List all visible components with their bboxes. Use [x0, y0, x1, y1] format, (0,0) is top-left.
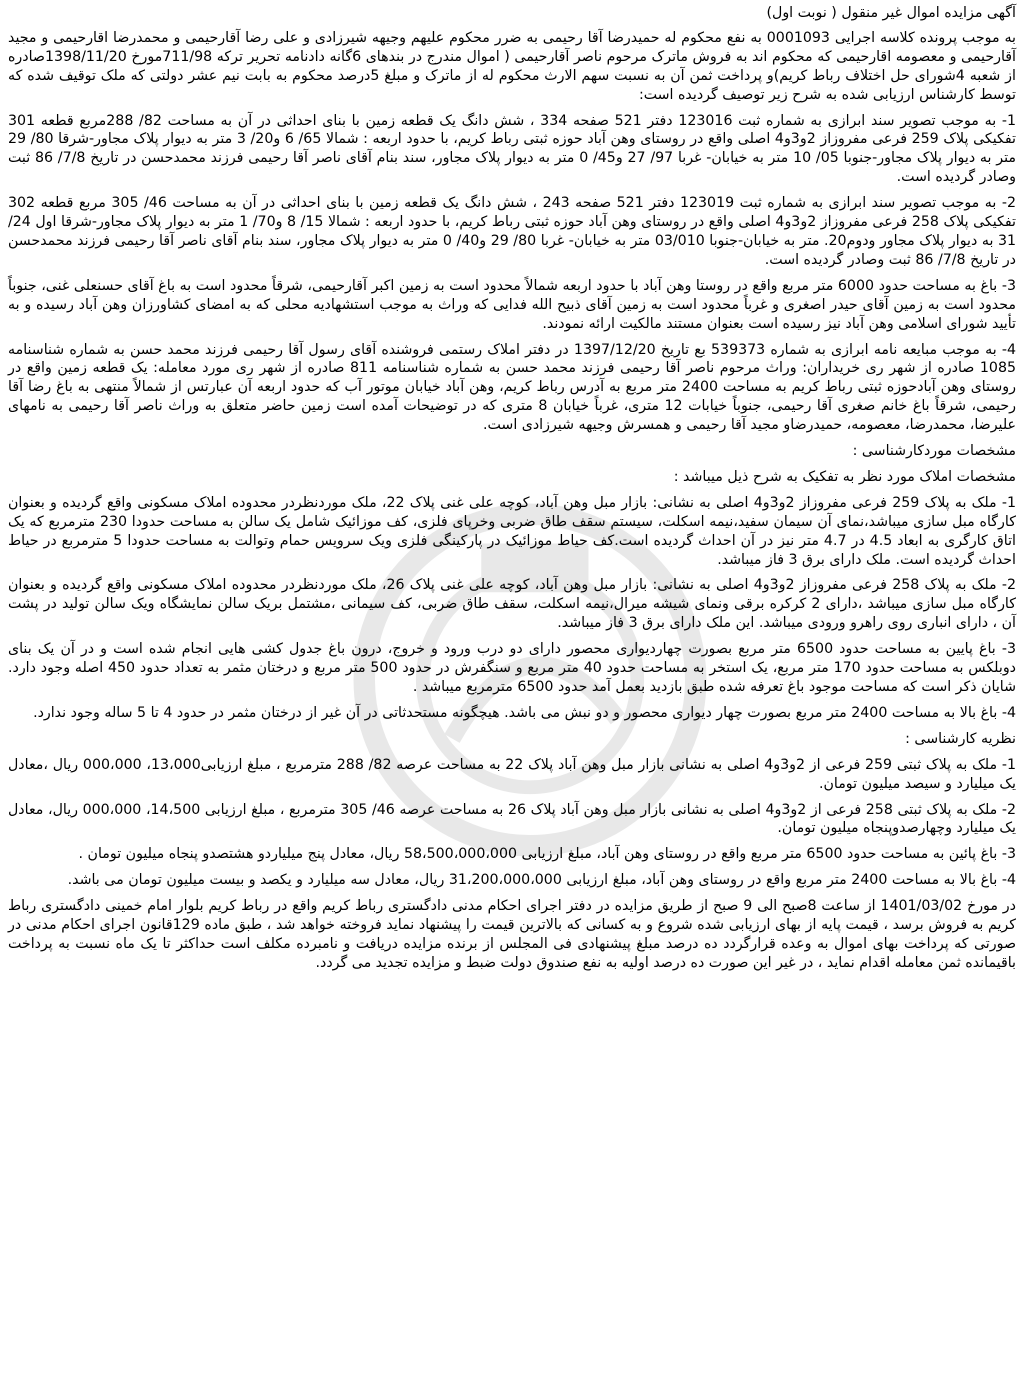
- details-heading: مشخصات املاک مورد نظر به تفکیک به شرح ذیل میباشد :: [673, 468, 1016, 485]
- opinion-heading: نظریه کارشناسی :: [905, 730, 1016, 747]
- opinion-item-3: 3- باغ پائین به مساحت حدود 6500 متر مربع واقع در روستای وهن آباد، مبلغ ارزیابی 58،500،000،000 ریال، معادل پنج میلیاردو هشتصدو پنجاه میلیون تومان .: [78, 846, 1016, 863]
- detail-item-2: 2- ملک به پلاک 258 فرعی مفروزاز 2و3و4 اصلی به نشانی: بازار مبل وهن آباد، کوچه علی غنی پلاک 26، ملک موردنظردر محدوده املاک مسکونی واقع گردیده و بعنوان کارگاه مبل سازی میباشد ،دارای 2 کرکره برقی ونمای شیشه میرال،نیمه اسکلت، سقف طاق ضربی، کف سیمانی ،مشتمل بریک سالن نمایشگاه ویک سالن تولید در پشت آن ، دارای انباری روی راهرو ورودی میباشد. این ملک دارای برق 3 فاز میباشد.: [8, 577, 1016, 632]
- property-item-3: 3- باغ به مساحت حدود 6000 متر مربع واقع در روستا وهن آباد با حدود اربعه شمالاً محدود است به زمین اکبر آقارحیمی، شرقاً محدود است به باغ آقای حسنعلی غنی، جنوباً محدود است به زمین آقای حیدر اصغری و غرباً محدود است به زمین آقای ذبیح الله فدایی که وراث به موجب استشهادیه محلی که به امضای کشاورزان وهن آباد رسیده و به تأیید شورای اسلامی وهن آباد نیز رسیده است بعنوان مستند مالکیت ارائه نمودند.: [8, 277, 1016, 332]
- specs-heading: مشخصات موردکارشناسی :: [852, 443, 1016, 460]
- auction-notice: [8, 4, 1016, 1370]
- detail-item-3: 3- باغ پایین به مساحت حدود 6500 متر مربع بصورت چهاردیواری محصور دارای دو درب ورود و خروج، درون باغ جدول کشی هایی انجام شده است و در آن یک بنای دوبلکس به مساحت حدود 170 متر مربع، یک استخر به مساحت حدود 40 متر مربع و سنگفرش در حدود 500 متر مربع و درختان مثمر به تعداد حدود 450 اصله وجود دارد. شایان ذکر است که مساحت موجود باغ تعرفه شده طبق بازدید بعمل آمد حدود 6500 مترمربع میباشد .: [8, 641, 1016, 695]
- detail-item-4: 4- باغ بالا به مساحت 2400 متر مربع بصورت چهار دیواری محصور و دو نبش می باشد. هیچگونه مستحدثاتی در آن غیر از درختان مثمر در حدود 4 تا 5 ساله وجود ندارد.: [33, 704, 1016, 721]
- opinion-item-2: 2- ملک به پلاک ثبتی 258 فرعی از 2و3و4 اصلی به نشانی بازار مبل وهن آباد پلاک 26 به مساحت عرصه 46/ 305 مترمربع ، مبلغ ارزیابی 14،500، 000،000 ریال، معادل یک میلیارد وچهارصدوپنجاه میلیون تومان.: [8, 801, 1016, 837]
- detail-item-1: 1- ملک به پلاک 259 فرعی مفروزاز 2و3و4 اصلی به نشانی: بازار مبل وهن آباد، کوچه علی غنی پلاک 22، ملک موردنظردر محدوده املاک مسکونی واقع گردیده و بعنوان کارگاه مبل سازی میباشد،نمای آن سیمان سفید،نیمه اسکلت، سیستم سقف طاق ضربی وخرپای فلزی، کف موزائیک شامل یک سالن به مساحت حدودا 230 مترمربع که یک اتاق کارگری به ابعاد 4.5 در 4.7 متر نیز در آن احداث گردیده است.کف حیاط موزائیک در پارکینگی فلزی ویک سرویس حمام وتوالت به مساحت حدودا 5 مترمربع در حیاط احداث گردیده است. ملک دارای برق 3 فاز میباشد.: [8, 494, 1016, 568]
- opinion-item-4: 4- باغ بالا به مساحت 2400 متر مربع واقع در روستای وهن آباد، مبلغ ارزیابی 31،200،000،000 ریال، معادل سه میلیارد و یکصد و بیست میلیون تومان می باشد.: [67, 872, 1016, 889]
- closing-paragraph: در مورخ 1401/03/02 از ساعت 8صبح الی 9 صبح از طریق مزایده در دفتر اجرای احکام مدنی دادگستری رباط کریم واقع در رباط کریم بلوار امام خمینی دادگستری رباط کریم به فروش برسد ، قیمت پایه از بهای ارزیابی شده شروع و به کسانی که بالاترین قیمت را پیشنهاد نماید فروخته خواهد شد ، طبق ماده 129قانون اجرای احکام مدنی در صورتی که پرداخت بهای اموال به وعده قرارگردد ده درصد مبلغ پیشنهادی فی المجلس از برنده مزایده دریافت و نامبرده مکلف است حداکثر تا یک ماه نسبت به پرداخت باقیمانده ثمن معامله اقدام نماید ، در غیر این صورت ده درصد اولیه به نفع صندوق دولت ضبط و مزایده تجدید می گردد.: [8, 898, 1016, 971]
- notice-title: آگهی مزایده اموال غیر منقول ( نوبت اول): [766, 5, 1016, 21]
- intro-paragraph: به موجب پرونده کلاسه اجرایی 0001093 به نفع محکوم له حمیدرضا آقا رحیمی به ضرر محکوم علیهم وجیهه شیرزادی و علی رضا آقارحیمی و محمدرضا اقارحیمی و مجید آقارحیمی و معصومه اقارحیمی که محکوم اند به فروش ماترک مرحوم ناصر آقارحیمی ( اموال مندرج در بندهای 6گانه دادنامه تحریر ترکه 711/98مورخ 1398/11/20صادره از شعبه 4شورای حل اختلاف رباط کریم)و پرداخت ثمن آن به نسبت سهم الارث محکوم له از ماترک و مبلغ 5درصد محکوم به بابت نیم عشر دولتی که ملک توقیف شده که توسط کارشناس ارزیابی شده به شرح زیر توصیف گردیده است:: [8, 29, 1017, 103]
- property-item-2: 2- به موجب تصویر سند ابرازی به شماره ثبت 123019 دفتر 521 صفحه 243 ، شش دانگ یک قطعه زمین با بنای احداثی در آن به مساحت 46/ 305 مربع قطعه 302 تفکیکی پلاک 258 فرعی مفروزاز 2و3و4 اصلی واقع در روستای وهن آباد حوزه ثبتی رباط کریم، با حدود اربعه : شمالا 15/ 8 و70/ 1 متر به دیوار پلاک مجاور-شرقا اول 24/ 31 به دیوار پلاک مجاور ودوم20. متر به خیابان-جنوبا 03/010 متر به خیابان- غربا 80/ 29 و40/ 0 متر به دیوار پلاک مجاور، سند بنام آقای ناصر آقا رحیمی فرزند محمدحسن در تاریخ 7/8/ 86 ثبت وصادر گردیده است.: [8, 195, 1017, 268]
- property-item-1: 1- به موجب تصویر سند ابرازی به شماره ثبت 123016 دفتر 521 صفحه 334 ، شش دانگ یک قطعه زمین با بنای احداثی در آن به مساحت 82/ 288مربع قطعه 301 تفکیکی پلاک 259 فرعی مفروزاز 2و3و4 اصلی واقع در روستای وهن آباد حوزه ثبتی رباط کریم، با حدود اربعه : شمالا 65/ 6 و20/ 3 متر به دیوار پلاک مجاور-شرقا 80/ 29 متر به دیوار پلاک مجاور-جنوبا 05/ 10 متر به خیابان- غربا 97/ 27 و45/ 0 متر به دیوار پلاک مجاور، سند بنام آقای ناصر آقا رحیمی فرزند محمدحسن در تاریخ 7/8/ 86 ثبت وصادر گردیده است.: [8, 112, 1016, 186]
- property-item-4: 4- به موجب مبایعه نامه ابرازی به شماره 539373 بع تاریخ 1397/12/20 در دفتر املاک رستمی فروشنده آقای رسول آقا رحیمی فرزند محمد حسن به شماره شناسنامه 1085 صادره از شهر ری خریداران: وراث مرحوم ناصر آقا رحیمی فرزند محمد حسن به شماره شناسنامه 811 صادره از شهر ری مورد معامله: یک قطعه زمین واقع در روستای وهن آبادحوزه ثبتی رباط کریم به مساحت 2400 متر مربع به آدرس رباط کریم، وهن آباد خیابان موتور آب که حدود اربعه آن عبارتس از شمالاً منتهی به باغ رضا آقا رحیمی، شرقاً باغ خانم صغری آقا رحیمی، جنوباً خیابات 12 متری، غرباً خیابان 8 متری که در توضیحات آمده است زمین حاضر متعلق به وراث ناصر آقا رحیمی به نامهای علیرضا، محمدرضا، معصومه، حمیدرضاو مجید آقا رحیمی و همسرش وجیهه شیرزادی است.: [8, 341, 1017, 434]
- opinion-item-1: 1- ملک به پلاک ثبتی 259 فرعی از 2و3و4 اصلی به نشانی بازار مبل وهن آباد پلاک 22 به مساحت عرصه 82/ 288 مترمربع ، مبلغ ارزیابی13،000، 000،000 ریال ،معادل یک میلیارد و سیصد میلیون تومان.: [8, 756, 1016, 792]
